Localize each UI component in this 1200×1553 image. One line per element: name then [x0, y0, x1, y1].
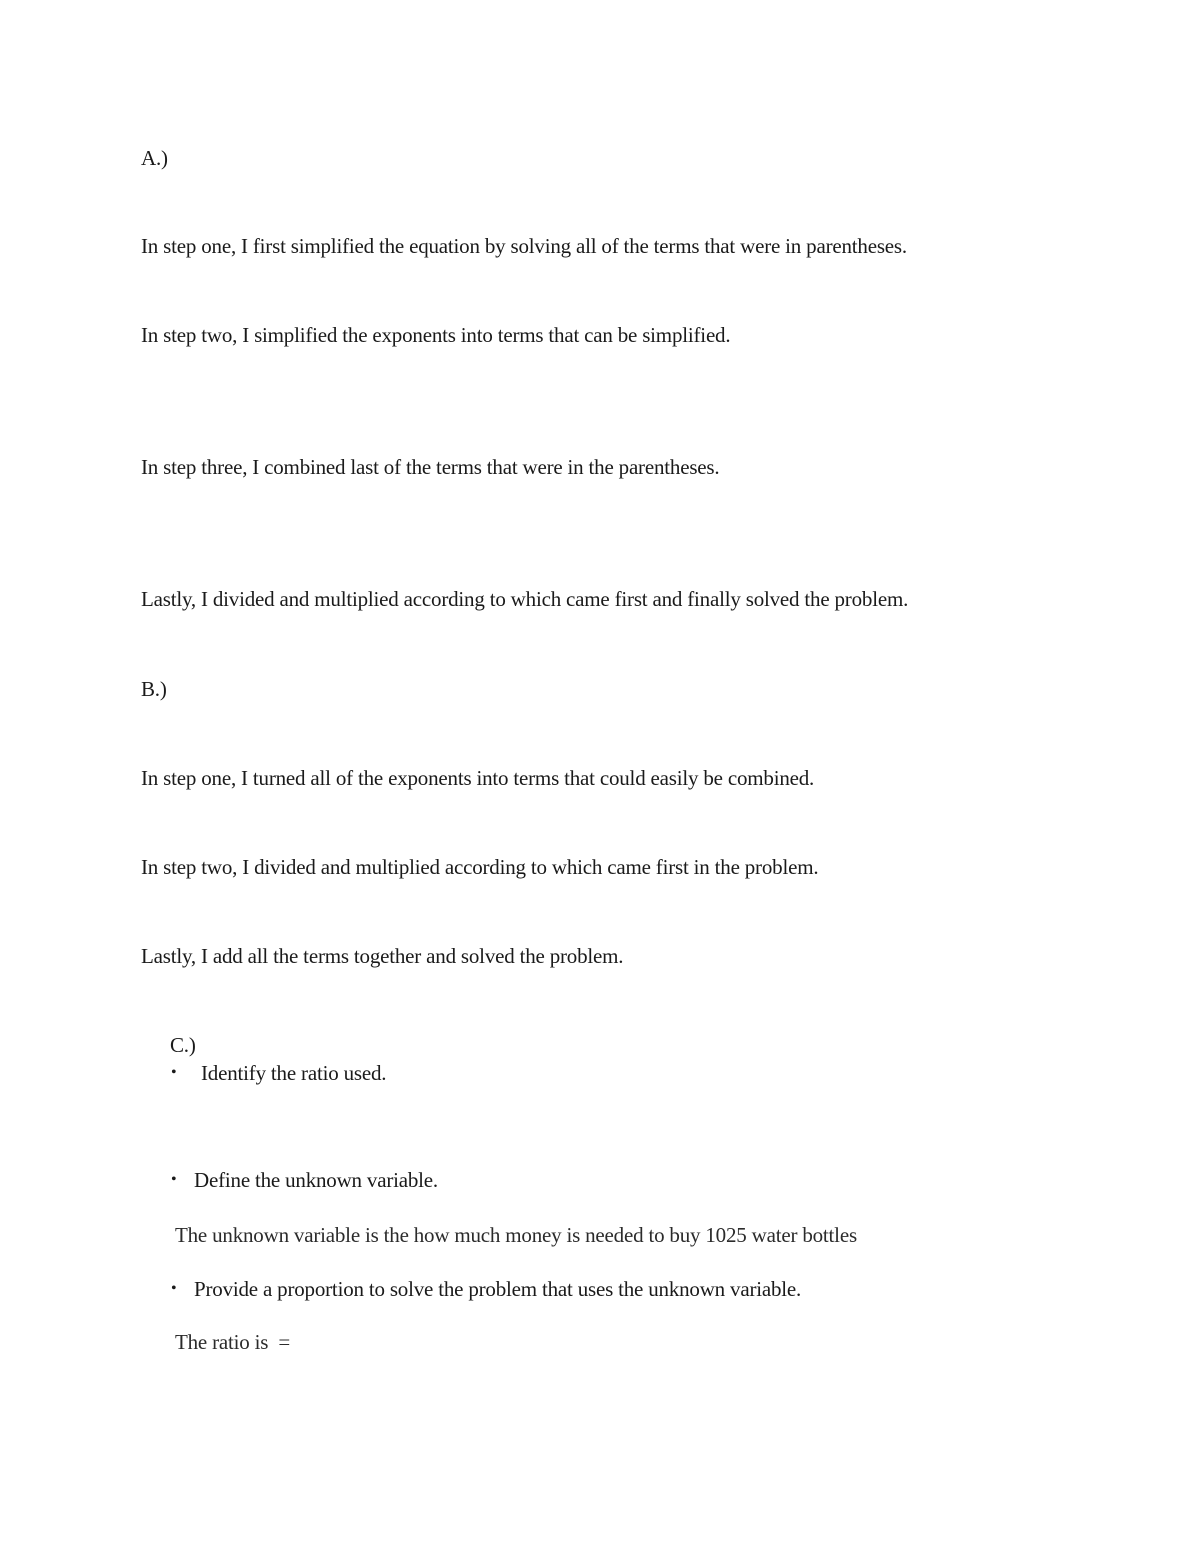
section-a-step-last: Lastly, I divided and multiplied according to which came first and finally solved the problem. — [141, 587, 909, 611]
section-c-ratio-answer: The ratio is = — [175, 1330, 290, 1354]
section-c-unknown-variable-answer: The unknown variable is the how much money is needed to buy 1025 water bottles — [175, 1223, 857, 1247]
section-b-step-last: Lastly, I add all the terms together and solved the problem. — [141, 944, 624, 968]
section-a-step-one: In step one, I first simplified the equation by solving all of the terms that were in parentheses. — [141, 234, 907, 258]
section-c-bullet-identify-ratio: Identify the ratio used. — [201, 1061, 387, 1085]
section-c-bullet-proportion: Provide a proportion to solve the problem that uses the unknown variable. — [194, 1277, 802, 1301]
section-c-heading: C.) — [170, 1033, 196, 1057]
section-c-bullet-define-variable: Define the unknown variable. — [194, 1168, 438, 1192]
section-a-step-two: In step two, I simplified the exponents into terms that can be simplified. — [141, 323, 731, 347]
bullet-icon: • — [171, 1280, 177, 1297]
section-a-step-three: In step three, I combined last of the terms that were in the parentheses. — [141, 455, 720, 479]
section-b-step-two: In step two, I divided and multiplied according to which came first in the problem. — [141, 855, 819, 879]
section-a-heading: A.) — [141, 146, 168, 170]
bullet-icon: • — [171, 1171, 177, 1188]
bullet-icon: • — [171, 1064, 177, 1081]
section-b-heading: B.) — [141, 677, 167, 701]
section-b-step-one: In step one, I turned all of the exponents into terms that could easily be combined. — [141, 766, 815, 790]
